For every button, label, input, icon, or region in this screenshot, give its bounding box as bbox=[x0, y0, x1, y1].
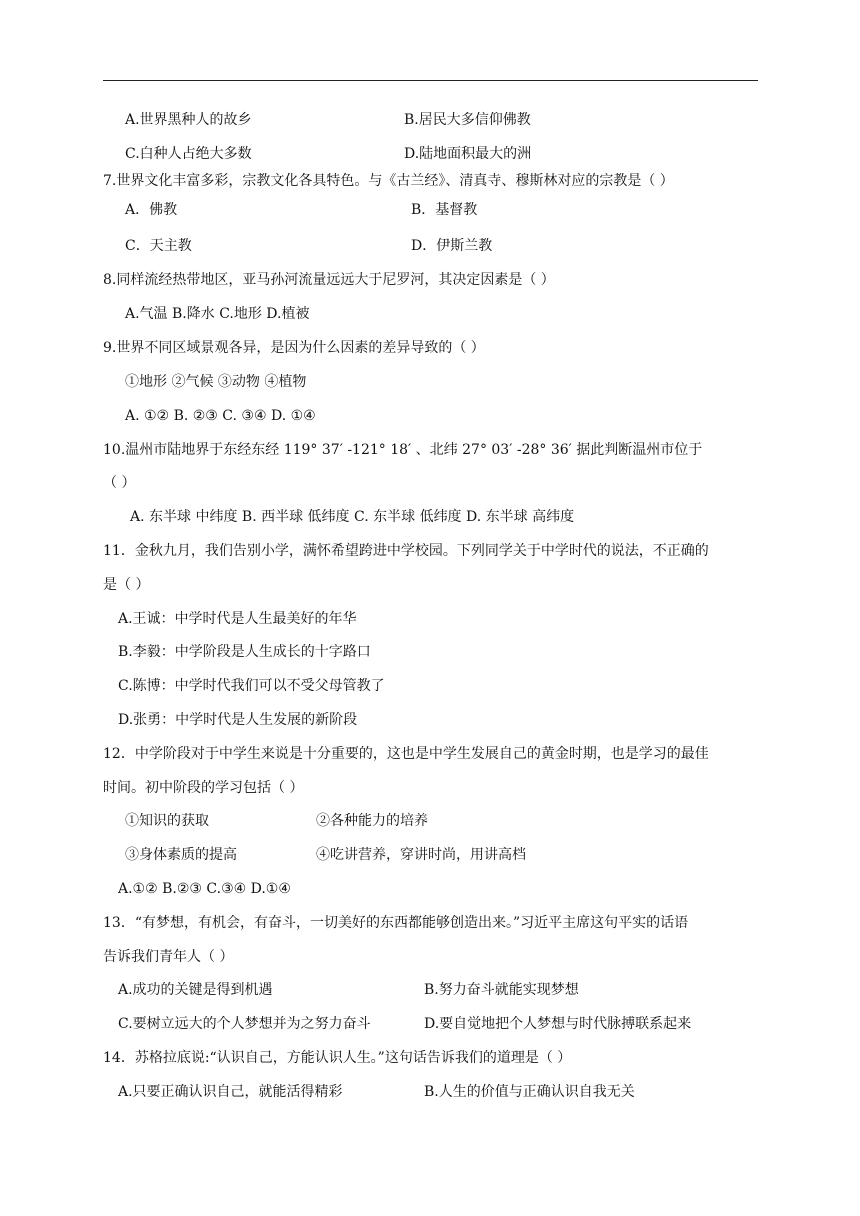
q13-stem-line1: 13．“有梦想，有机会，有奋斗，一切美好的东西都能够创造出来。”习近平主席这句平实的话语 bbox=[103, 915, 689, 931]
q12-item-2: ②各种能力的培养 bbox=[316, 813, 428, 829]
q7-option-a: A．佛教 bbox=[125, 202, 178, 218]
q6-option-c: C.白种人占绝大多数 bbox=[125, 146, 252, 162]
q13-option-b: B.努力奋斗就能实现梦想 bbox=[424, 982, 579, 998]
q11-stem-line2: 是（ ） bbox=[103, 577, 150, 593]
q7-stem: 7.世界文化丰富多彩，宗教文化各具特色。与《古兰经》、清真寺、穆斯林对应的宗教是（ ） bbox=[103, 173, 674, 189]
q12-item-3: ③身体素质的提高 bbox=[125, 847, 237, 863]
q11-option-c: C.陈博：中学时代我们可以不受父母管教了 bbox=[118, 678, 385, 694]
q6-option-b: B.居民大多信仰佛教 bbox=[404, 112, 531, 128]
q12-stem-line1: 12．中学阶段对于中学生来说是十分重要的，这也是中学生发展自己的黄金时期，也是学习的最佳 bbox=[103, 746, 709, 762]
q11-option-a: A.王诚：中学时代是人生最美好的年华 bbox=[118, 611, 357, 627]
q14-option-a: A.只要正确认识自己，就能活得精彩 bbox=[118, 1084, 343, 1100]
q12-options: A.①② B.②③ C.③④ D.①④ bbox=[118, 881, 291, 897]
q8-options: A.气温 B.降水 C.地形 D.植被 bbox=[125, 306, 310, 322]
q7-option-c: C．天主教 bbox=[125, 238, 192, 254]
q12-item-1: ①知识的获取 bbox=[125, 813, 209, 829]
q13-option-d: D.要自觉地把个人梦想与时代脉搏联系起来 bbox=[424, 1016, 692, 1032]
q12-stem-line2: 时间。初中阶段的学习包括（ ） bbox=[103, 780, 304, 796]
q9-options: A. ①② B. ②③ C. ③④ D. ①④ bbox=[125, 408, 316, 424]
q8-stem: 8.同样流经热带地区，亚马孙河流量远远大于尼罗河，其决定因素是（ ） bbox=[103, 272, 555, 288]
q10-stem-line2: （ ） bbox=[103, 475, 136, 491]
q10-options: A. 东半球 中纬度 B. 西半球 低纬度 C. 东半球 低纬度 D. 东半球 高纬度 bbox=[130, 509, 575, 525]
q6-option-d: D.陆地面积最大的洲 bbox=[404, 146, 532, 162]
q12-item-4: ④吃讲营养，穿讲时尚，用讲高档 bbox=[316, 847, 526, 863]
q11-stem-line1: 11．金秋九月，我们告别小学，满怀希望跨进中学校园。下列同学关于中学时代的说法，不正确的 bbox=[103, 543, 709, 559]
q14-option-b: B.人生的价值与正确认识自我无关 bbox=[424, 1084, 635, 1100]
q9-stem: 9.世界不同区域景观各异，是因为什么因素的差异导致的（ ） bbox=[103, 340, 485, 356]
q13-option-c: C.要树立远大的个人梦想并为之努力奋斗 bbox=[118, 1016, 371, 1032]
q13-option-a: A.成功的关键是得到机遇 bbox=[118, 982, 273, 998]
q11-option-b: B.李毅：中学阶段是人生成长的十字路口 bbox=[118, 644, 371, 660]
header-rule bbox=[103, 80, 758, 81]
q7-option-b: B．基督教 bbox=[411, 202, 478, 218]
q14-stem: 14．苏格拉底说:“认识自己，方能认识人生。”这句话告诉我们的道理是（ ） bbox=[103, 1050, 572, 1066]
q9-items: ①地形 ②气候 ③动物 ④植物 bbox=[125, 374, 307, 390]
q13-stem-line2: 告诉我们青年人（ ） bbox=[103, 949, 234, 965]
q11-option-d: D.张勇：中学时代是人生发展的新阶段 bbox=[118, 712, 358, 728]
q10-stem-line1: 10.温州市陆地界于东经东经 119° 37′ -121° 18′ 、北纬 27° 03′ -28° 36′ 据此判断温州市位于 bbox=[103, 442, 703, 458]
q7-option-d: D．伊斯兰教 bbox=[411, 238, 493, 254]
q6-option-a: A.世界黑种人的故乡 bbox=[125, 112, 252, 128]
